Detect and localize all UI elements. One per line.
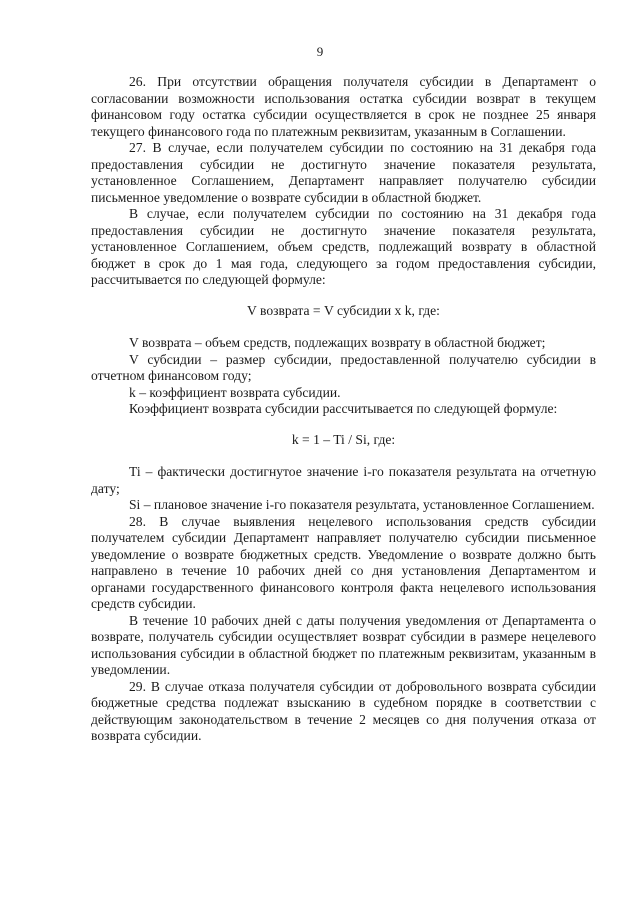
paragraph-27-calc: В случае, если получателем субсидии по состоянию на 31 декабря года предоставления субсидии не достигнуто значение показателя результата, установленное Соглашением, объем средств, подлежащий возврату в областной бюджет в срок до 1 мая года, следующего за годом предоставления субсидии, рассчитывается по следующей формуле: xyxy=(91,206,596,287)
page-number: 9 xyxy=(316,44,324,59)
document-body xyxy=(91,74,596,745)
definition-si: Si – плановое значение i-го показателя результата, установленное Соглашением. xyxy=(129,497,595,512)
definition-k: k – коэффициент возврата субсидии. xyxy=(129,384,341,400)
paragraph-28-return: В течение 10 рабочих дней с даты получения уведомления от Департамента о возврате, получатель субсидии осуществляет возврат субсидии в размере нецелевого использования субсидии в областной бюджет по платежным реквизитам, указанным в уведомлении. xyxy=(91,612,596,677)
formula-v-return: V возврата = V субсидии x k, где: xyxy=(247,302,440,318)
paragraph-26: 26. При отсутствии обращения получателя субсидии в Департамент о согласовании возможности использования остатка субсидии возврат в текущем финансовом году остатка субсидии осуществляется в срок не позднее 25 января текущего финансового года по платежным реквизитам, указанным в Соглашении. xyxy=(91,74,596,139)
paragraph-29: 29. В случае отказа получателя субсидии от добровольного возврата субсидии бюджетные средства подлежат взысканию в судебном порядке в соответствии с действующим законодательством в течение 2 месяцев со дня получения отказа от возврата субсидии. xyxy=(91,678,596,743)
definition-v-subsidy: V субсидии – размер субсидии, предоставленной получателю субсидии в отчетном финансовом году; xyxy=(91,351,596,383)
definition-v-return: V возврата – объем средств, подлежащих возврату в областной бюджет; xyxy=(129,335,546,350)
coefficient-intro: Коэффициент возврата субсидии рассчитывается по следующей формуле: xyxy=(129,401,558,416)
paragraph-28: 28. В случае выявления нецелевого использования средств субсидии получателем субсидии Департамент направляет получателю субсидии письменное уведомление о возврате бюджетных средств. Уведомление о возврате должно быть направлено в течение 10 рабочих дней со дня установления Департаментом и органами государственного финансового контроля факта нецелевого использования средств субсидии. xyxy=(91,513,596,611)
paragraph-27: 27. В случае, если получателем субсидии по состоянию на 31 декабря года предоставления субсидии не достигнуто значение показателя результата, установленное Соглашением, Департамент направляет получателю субсидии письменное уведомление о возврате субсидии в областной бюджет. xyxy=(91,140,596,205)
definition-ti: Ti – фактически достигнутое значение i-го показателя результата на отчетную дату; xyxy=(91,464,596,496)
formula-k: k = 1 – Ti / Si, где: xyxy=(291,431,396,447)
